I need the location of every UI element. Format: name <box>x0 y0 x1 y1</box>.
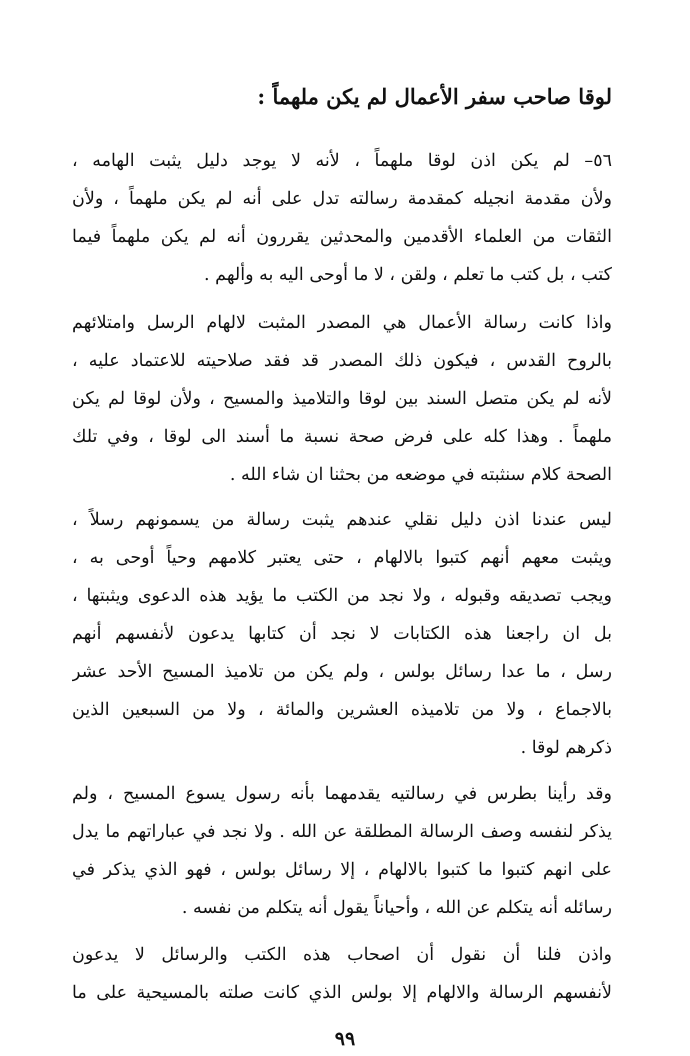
paragraph-5 <box>72 936 612 1012</box>
text-line: واذن فلنا أن نقول أن اصحاب هذه الكتب والرسائل لا يدعون <box>72 945 612 965</box>
text-line: رسائله أنه يتكلم عن الله ، وأحياناً يقول أنه يتكلم من نفسه . <box>181 898 612 918</box>
paragraph-2 <box>72 304 612 494</box>
text-line: ٥٦– لم يكن اذن لوقا ملهماً ، لأنه لا يوجد دليل يثبت الهامه ، <box>72 151 612 171</box>
section-heading: لوقا صاحب سفر الأعمال لم يكن ملهماً : <box>257 84 612 109</box>
text-line: لأنه لم يكن متصل السند بين لوقا والتلاميذ والمسيح ، ولأن لوقا لم يكن <box>72 389 612 409</box>
text-line: ذكرهم لوقا . <box>520 738 612 758</box>
paragraph-4 <box>72 775 612 927</box>
text-line: بالاجماع ، ولا من تلاميذه العشرين والمائة ، ولا من السبعين الذين <box>72 700 612 720</box>
text-line: ليس عندنا اذن دليل نقلي عندهم يثبت رسالة من يسمونهم رسلاً ، <box>72 510 612 530</box>
text-line: كتب ، بل كتب ما تعلم ، ولقن ، لا ما أوحى اليه به وألهم . <box>204 265 612 285</box>
text-line: ملهماً . وهذا كله على فرض صحة نسبة ما أسند الى لوقا ، وفي تلك <box>72 427 612 447</box>
text-line: رسل ، ما عدا رسائل بولس ، ولم يكن من تلاميذ المسيح الأحد عشر <box>72 662 612 682</box>
text-line: على انهم كتبوا ما كتبوا بالالهام ، إلا رسائل بولس ، فهو الذي يذكر في <box>72 860 612 880</box>
text-line: لأنفسهم الرسالة والالهام إلا بولس الذي كانت صلته بالمسيحية على ما <box>72 983 612 1003</box>
text-line: ويثبت معهم أنهم كتبوا بالالهام ، حتى يعتبر كلامهم وحياً أوحى به ، <box>72 548 612 568</box>
paragraph-1 <box>72 142 612 294</box>
text-line: واذا كانت رسالة الأعمال هي المصدر المثبت لالهام الرسل وامتلائهم <box>72 313 612 333</box>
text-line: ولأن مقدمة انجيله كمقدمة رسالته تدل على أنه لم يكن ملهماً ، ولأن <box>72 189 612 209</box>
text-line: الثقات من العلماء الأقدمين والمحدثين يقررون أنه لم يكن ملهماً فيما <box>72 227 612 247</box>
text-line: بالروح القدس ، فيكون ذلك المصدر قد فقد صلاحيته للاعتماد عليه ، <box>72 351 612 371</box>
text-line: وقد رأينا بطرس في رسالتيه يقدمهما بأنه رسول يسوع المسيح ، ولم <box>72 784 612 804</box>
text-line: بل ان راجعنا هذه الكتابات لا نجد أن كتابها يدعون لأنفسهم أنهم <box>72 624 612 644</box>
page-number: ٩٩ <box>334 1028 356 1050</box>
text-line: يذكر لنفسه وصف الرسالة المطلقة عن الله . ولا نجد في عباراتهم ما يدل <box>72 822 612 842</box>
text-line: الصحة كلام سنثبته في موضعه من بحثنا ان شاء الله . <box>229 465 612 485</box>
text-line: ويجب تصديقه وقبوله ، ولا نجد من الكتب ما يؤيد هذه الدعوى ويثبتها ، <box>72 586 612 606</box>
paragraph-3 <box>72 501 612 767</box>
